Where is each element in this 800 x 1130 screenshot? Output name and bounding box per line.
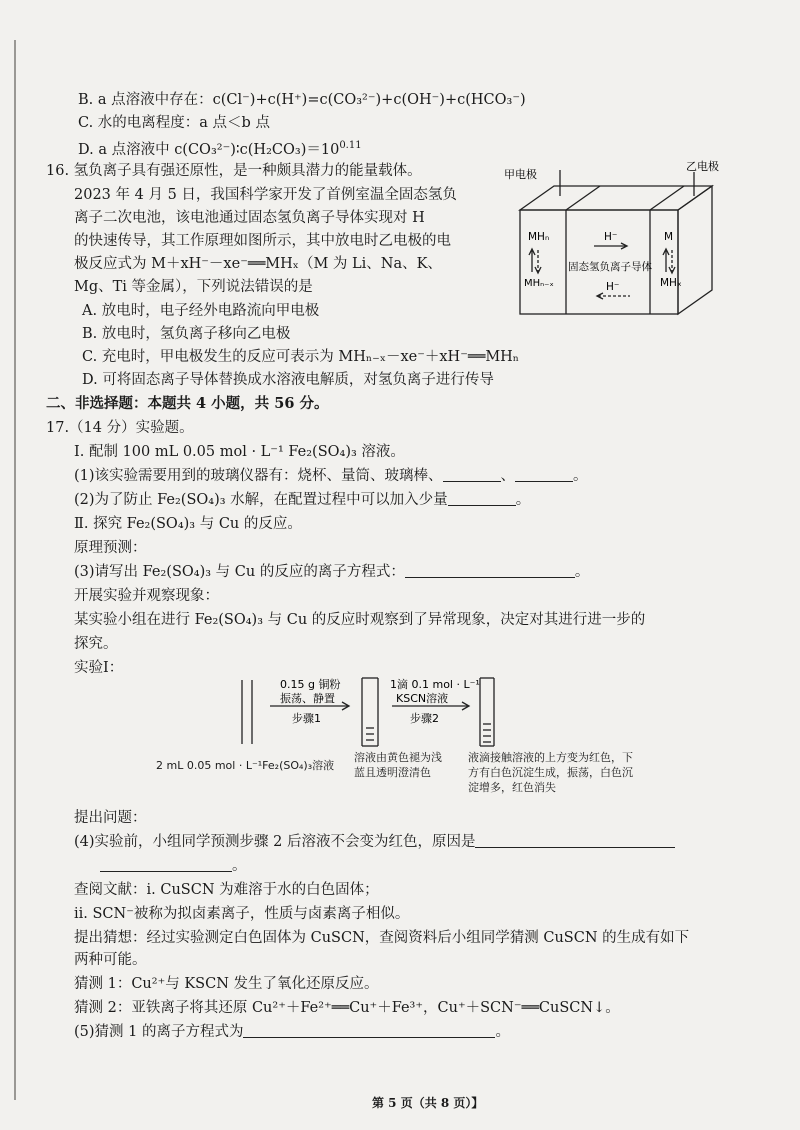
diagram-middle-bottom-ion: H⁻	[606, 281, 620, 293]
page-footer: 第 5 页（共 8 页）】	[372, 1096, 484, 1110]
diagram-middle-top-ion: H⁻	[604, 231, 618, 243]
q17-hypothesis-2: 两种可能。	[74, 952, 147, 968]
q17-principle: 原理预测：	[74, 540, 147, 556]
battery-diagram	[502, 160, 722, 320]
q17-carry-out: 开展实验并观察现象：	[74, 588, 219, 604]
q17-question-3-text: (3)请写出 Fe₂(SO₄)₃ 与 Cu 的反应的离子方程式：	[74, 564, 405, 580]
step-1-action: 振荡、静置	[280, 692, 335, 705]
step-1-reagent: 0.15 g 铜粉	[280, 678, 341, 691]
diagram-left-top: MHₙ	[528, 231, 550, 243]
tube-3-caption-1: 液滴接触溶液的上方变为红色，下	[468, 751, 633, 764]
q17-title: 17.（14 分）实验题。	[46, 420, 194, 436]
q17-question-1	[74, 466, 588, 486]
q16-stem-line-3: 离子二次电池，该电池通过固态氢负离子导体实现对 H	[74, 210, 425, 226]
q16-stem-line-5: 极反应式为 M＋xH⁻－xe⁻══MHₓ（M 为 Li、Na、K、	[74, 256, 442, 272]
q17-question-5-text: (5)猜测 1 的离子方程式为	[74, 1024, 244, 1040]
q16-stem-line-4: 的快速传导，其工作原理如图所示，其中放电时乙电极的电	[74, 233, 451, 249]
q17-intro-line-1: 某实验小组在进行 Fe₂(SO₄)₃ 与 Cu 的反应时观察到了异常现象，决定对其进行进一步的	[74, 612, 646, 628]
q17-question-3-end: 。	[574, 564, 590, 580]
answer-blank[interactable]	[475, 833, 675, 848]
q17-experiment-label: 实验Ⅰ：	[74, 660, 124, 676]
answer-blank[interactable]	[443, 467, 501, 482]
q17-ask: 提出问题：	[74, 810, 147, 826]
step-1-name: 步骤1	[292, 712, 321, 725]
q17-question-5	[74, 1022, 510, 1042]
answer-blank[interactable]	[515, 467, 573, 482]
q15-option-d-text: D. a 点溶液中 c(CO₃²⁻)∶c(H₂CO₃)＝10	[78, 142, 340, 158]
step-2-reagent: 1滴 0.1 mol · L⁻¹	[390, 678, 480, 691]
page-edge	[14, 40, 16, 1100]
q17-question-2-end: 。	[515, 492, 531, 508]
q17-question-2	[74, 490, 530, 510]
tube-3-caption-3: 淀增多，红色消失	[468, 781, 556, 794]
answer-blank[interactable]	[100, 857, 232, 872]
tube-2-caption-1: 溶液由黄色褪为浅	[354, 751, 442, 764]
q17-question-4-cont	[100, 856, 247, 876]
q15-option-d	[78, 136, 362, 160]
section-2-heading: 二、非选择题：本题共 4 小题，共 56 分。	[46, 395, 329, 412]
q17-part-1: Ⅰ. 配制 100 mL 0.05 mol · L⁻¹ Fe₂(SO₄)₃ 溶液。	[74, 444, 405, 460]
q17-intro-line-2: 探究。	[74, 636, 118, 652]
q16-stem-line-1: 16. 氢负离子具有强还原性，是一种颇具潜力的能量载体。	[46, 163, 422, 179]
q17-part-2: Ⅱ. 探究 Fe₂(SO₄)₃ 与 Cu 的反应。	[74, 516, 302, 532]
q17-reference-2: ⅱ. SCN⁻被称为拟卤素离子，性质与卤素离子相似。	[74, 906, 410, 922]
diagram-left-electrode: 甲电极	[504, 168, 537, 181]
q17-question-1-end: 。	[573, 468, 588, 484]
tube-3-caption-2: 方有白色沉淀生成，振荡，白色沉	[468, 766, 633, 779]
q17-question-4-text: (4)实验前，小组同学预测步骤 2 后溶液不会变为红色，原因是	[74, 834, 476, 850]
q17-reference-1: 查阅文献：ⅰ. CuSCN 为难溶于水的白色固体；	[74, 882, 379, 898]
step-2-name: 步骤2	[410, 712, 439, 725]
q17-question-1-sep: 、	[500, 468, 516, 484]
diagram-middle-label: 固态氢负离子导体	[568, 261, 652, 273]
q15-option-d-exponent: 0.11	[339, 140, 362, 151]
answer-blank[interactable]	[448, 491, 516, 506]
q16-option-c: C. 充电时，甲电极发生的反应可表示为 MHₙ₋ₓ－xe⁻＋xH⁻══MHₙ	[82, 349, 520, 365]
q17-guess-2: 猜测 2：亚铁离子将其还原 Cu²⁺＋Fe²⁺══Cu⁺＋Fe³⁺，Cu⁺＋SCN⁻══CuSCN↓。	[74, 1000, 620, 1016]
q17-question-4-end: 。	[232, 858, 247, 874]
q16-stem-line-2: 2023 年 4 月 5 日，我国科学家开发了首例室温全固态氢负	[74, 187, 457, 203]
answer-blank[interactable]	[405, 563, 575, 578]
q16-option-a: A. 放电时，电子经外电路流向甲电极	[82, 303, 320, 319]
q17-question-3	[74, 562, 589, 582]
q17-hypothesis-1: 提出猜想：经过实验测定白色固体为 CuSCN，查阅资料后小组同学猜测 CuSCN 的生成有如下	[74, 930, 690, 946]
tube-1-caption: 2 mL 0.05 mol · L⁻¹Fe₂(SO₄)₃溶液	[156, 759, 335, 772]
q17-question-4	[74, 832, 675, 852]
diagram-right-bottom: MHₓ	[660, 277, 682, 289]
diagram-left-bottom: MHₙ₋ₓ	[524, 278, 554, 289]
q17-guess-1: 猜测 1：Cu²⁺与 KSCN 发生了氧化还原反应。	[74, 976, 379, 992]
q16-stem-line-6: Mg、Ti 等金属），下列说法错误的是	[74, 279, 313, 295]
experiment-diagram	[230, 672, 530, 752]
diagram-right-top: M	[664, 231, 674, 243]
answer-blank[interactable]	[243, 1023, 495, 1038]
q15-option-c: C. 水的电离程度：a 点＜b 点	[78, 115, 270, 131]
q17-question-5-end: 。	[495, 1024, 510, 1040]
q17-question-2-text: (2)为了防止 Fe₂(SO₄)₃ 水解，在配置过程中可以加入少量	[74, 492, 448, 508]
q16-option-b: B. 放电时，氢负离子移向乙电极	[82, 326, 291, 342]
q15-option-b: B. a 点溶液中存在：c(Cl⁻)+c(H⁺)=c(CO₃²⁻)+c(OH⁻)+c(HCO₃⁻)	[78, 92, 526, 108]
tube-2-caption-2: 蓝且透明澄清色	[354, 766, 431, 779]
q16-option-d: D. 可将固态离子导体替换成水溶液电解质，对氢负离子进行传导	[82, 372, 494, 388]
q17-question-1-text: (1)该实验需要用到的玻璃仪器有：烧杯、量筒、玻璃棒、	[74, 468, 443, 484]
step-2-reagent-name: KSCN溶液	[396, 692, 449, 705]
diagram-right-electrode: 乙电极	[686, 160, 719, 173]
